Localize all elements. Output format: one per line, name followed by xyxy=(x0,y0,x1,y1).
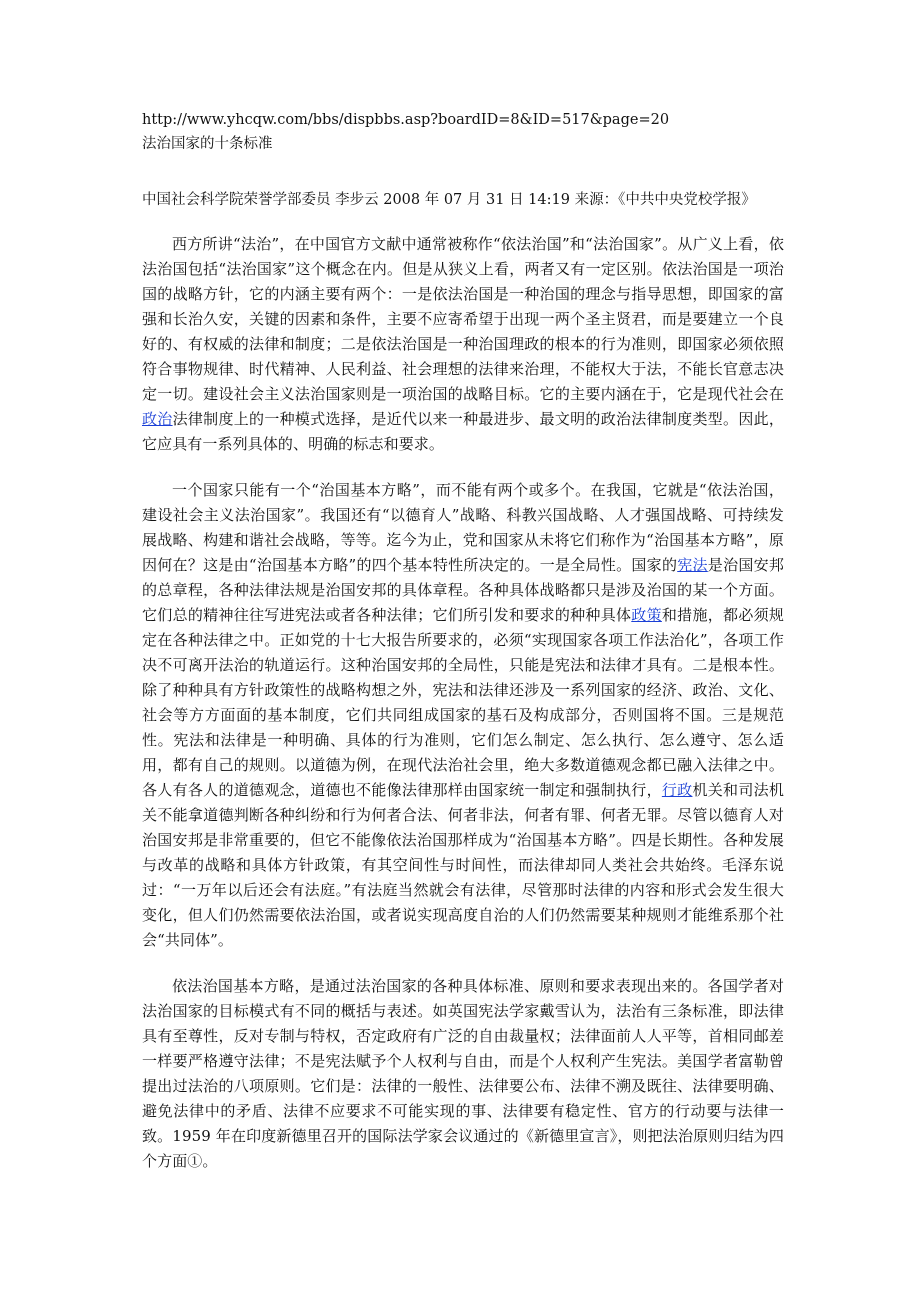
link-policy[interactable]: 政策 xyxy=(631,606,662,624)
paragraph-2-text-d: 机关和司法机关不能拿道德判断各种纠纷和行为何者合法、何者非法，何者有罪、何者无罪。尽管以德育人对治国安邦是非常重要的，但它不能像依法治国那样成为“治国基本方略”。四是长期性。各种发展与改革的战略和具体方针政策，有其空间性与时间性，而法律却同人类社会共始终。毛泽东说过：“一万年以后还会有法庭。”有法庭当然就会有法律，尽管那时法律的内容和形式会发生很大变化，但人们仍然需要依法治国，或者说实现高度自治的人们仍然需要某种规则才能维系那个社会“共同体”。 xyxy=(142,781,785,949)
link-constitution[interactable]: 宪法 xyxy=(677,556,708,574)
paragraph-1-text-a: 西方所讲“法治”，在中国官方文献中通常被称作“依法治国”和“法治国家”。从广义上看，依法治国包括“法治国家”这个概念在内。但是从狭义上看，两者又有一定区别。依法治国是一项治国的战略方针，它的内涵主要有两个：一是依法治国是一种治国的理念与指导思想，即国家的富强和长治久安，关键的因素和条件，主要不应寄希望于出现一两个圣主贤君，而是要建立一个良好的、有权威的法律和制度；二是依法治国是一种治国理政的根本的行为准则，即国家必须依照符合事物规律、时代精神、人民利益、社会理想的法律来治理，不能权大于法，不能长官意志决定一切。建设社会主义法治国家则是一项治国的战略目标。它的主要内涵在于，它是现代社会在 xyxy=(142,235,784,403)
link-administration[interactable]: 行政 xyxy=(661,781,693,799)
byline: 中国社会科学院荣誉学部委员 李步云 2008 年 07 月 31 日 14:19 来源：《中共中央党校学报》 xyxy=(142,192,756,208)
paragraph-1 xyxy=(142,232,784,457)
paragraph-3: 依法治国基本方略，是通过法治国家的各种具体标准、原则和要求表现出来的。各国学者对法治国家的目标模式有不同的概括与表述。如英国宪法学家戴雪认为，法治有三条标准，即法律具有至尊性，反对专制与特权，否定政府有广泛的自由裁量权；法律面前人人平等，首相同邮差一样要严格遵守法律；不是宪法赋予个人权利与自由，而是个人权利产生宪法。美国学者富勒曾提出过法治的八项原则。它们是：法律的一般性、法律要公布、法律不溯及既往、法律要明确、避免法律中的矛盾、法律不应要求不可能实现的事、法律要有稳定性、官方的行动要与法律一致。1959 年在印度新德里召开的国际法学家会议通过的《新德里宣言》，则把法治原则归结为四个方面①。 xyxy=(142,977,784,1170)
paragraph-2-text-b: 是治国安邦的总章程，各种法律法规是治国安邦的具体章程。各种具体战略都只是涉及治国的某一个方面。它们总的精神往往写进宪法或者各种法律；它们所引发和要求的种种具体 xyxy=(142,556,784,624)
link-politics[interactable]: 政治 xyxy=(142,410,173,428)
paragraph-2 xyxy=(142,478,784,953)
source-url: http://www.yhcqw.com/bbs/dispbbs.asp?boardID=8&ID=517&page=20 xyxy=(142,112,670,128)
paragraph-1-text-b: 法律制度上的一种模式选择，是近代以来一种最进步、最文明的政治法律制度类型。因此，它应具有一系列具体的、明确的标志和要求。 xyxy=(142,410,784,453)
paragraph-2-text-c: 和措施，都必须规定在各种法律之中。正如党的十七大报告所要求的，必须“实现国家各项工作法治化”，各项工作决不可离开法治的轨道运行。这种治国安邦的全局性，只能是宪法和法律才具有。二是根本性。除了种种具有方针政策性的战略构想之外，宪法和法律还涉及一系列国家的经济、政治、文化、社会等方方面面的基本制度，它们共同组成国家的基石及构成部分，否则国将不国。三是规范性。宪法和法律是一种明确、具体的行为准则，它们怎么制定、怎么执行、怎么遵守、怎么适用，都有自己的规则。以道德为例，在现代法治社会里，绝大多数道德观念都已融入法律之中。各人有各人的道德观念，道德也不能像法律那样由国家统一制定和强制执行， xyxy=(142,606,785,799)
document-page xyxy=(142,108,784,1174)
article-title: 法治国家的十条标准 xyxy=(142,136,273,152)
paragraph-2-text-a: 一个国家只能有一个“治国基本方略”，而不能有两个或多个。在我国，它就是“依法治国，建设社会主义法治国家”。我国还有“以德育人”战略、科教兴国战略、人才强国战略、可持续发展战略、构建和谐社会战略，等等。迄今为止，党和国家从未将它们称作为“治国基本方略”，原因何在？这是由“治国基本方略”的四个基本特性所决定的。一是全局性。国家的 xyxy=(142,481,784,574)
